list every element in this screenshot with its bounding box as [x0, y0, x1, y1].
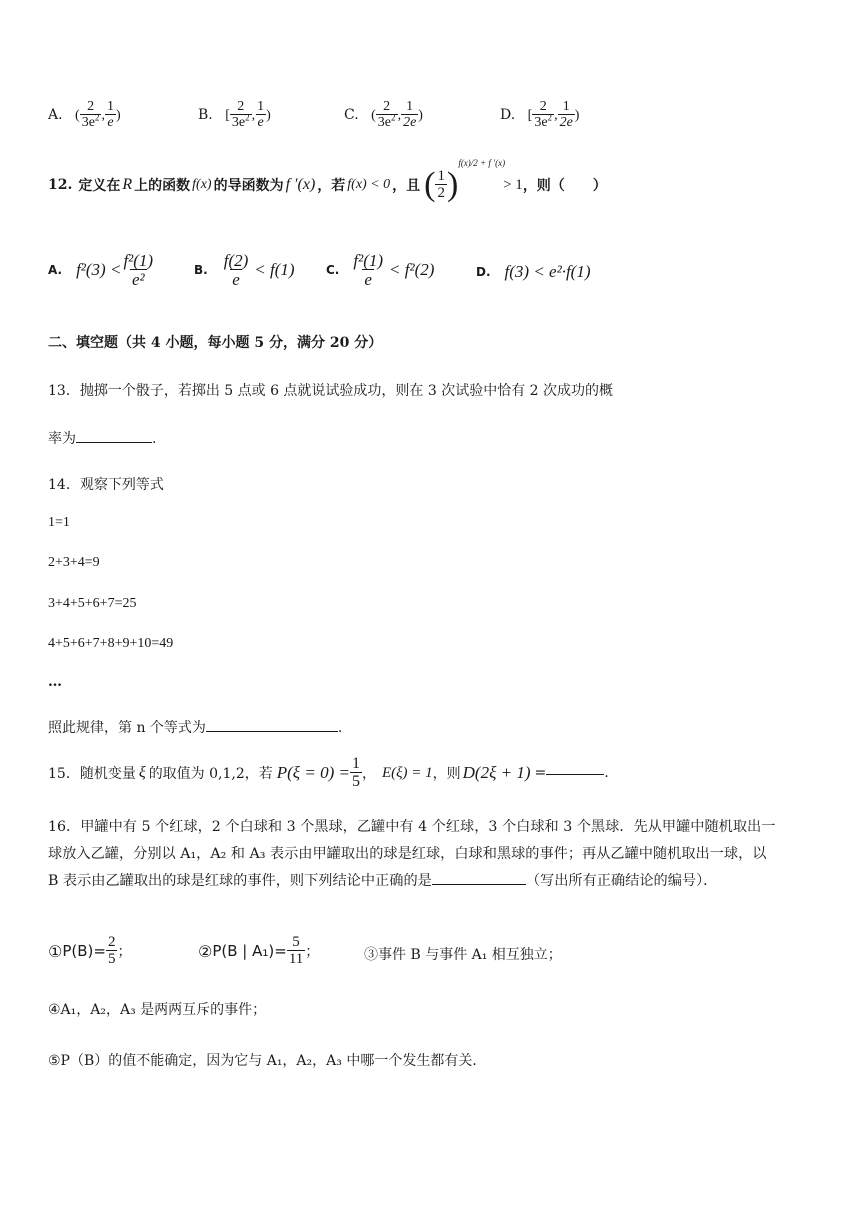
q14-eq1: 1=1 [48, 515, 70, 530]
q14-eq2: 2+3+4=9 [48, 555, 100, 570]
q12-option-c: C. $\frac{\text{f²(1)}}{e}$ < f²(2) [326, 251, 435, 289]
q12-option-a: A. f²(3) < $\frac{\text{f²(1)}}{\text{e²}}$ [48, 251, 154, 289]
q14-eq3: 3+4+5+6+7=25 [48, 596, 137, 611]
fraction: $\frac{1}{e}$ [106, 99, 114, 130]
option-label: B. [198, 107, 213, 123]
fraction: $\frac{\text{f²(1)}}{\text{e²}}$ [123, 251, 154, 289]
q13-line1: 13．抛掷一个骰子，若掷出 5 点或 6 点就说试验成功，则在 3 次试验中恰有 2 次成功的概 [48, 383, 614, 399]
q16-statement-5: ⑤P（B）的值不能确定，因为它与 A₁，A₂，A₃ 中哪一个发生都有关． [48, 1053, 487, 1069]
exponent: f(x)/2 + f ′(x) [458, 158, 506, 168]
answer-blank[interactable] [206, 729, 338, 732]
fraction: $\frac{1}{2e}$ [559, 99, 573, 130]
fraction: $\frac{2}{3e^2}$ [377, 99, 396, 130]
q13-line2: 率为 . [48, 431, 157, 447]
fraction: $\frac{1}{5}$ [351, 755, 360, 790]
q16-statement-4: ④A₁，A₂，A₃ 是两两互斥的事件； [48, 1002, 267, 1018]
answer-blank[interactable] [76, 440, 152, 443]
q16-statement-3: ③事件 B 与事件 A₁ 相互独立； [364, 947, 562, 963]
option-label: A. [48, 107, 63, 123]
q14-intro: 14．观察下列等式 [48, 477, 164, 493]
q16-statement-1: ① P(B)= $\frac{2}{5}$ ； [48, 934, 132, 967]
option-label: C. [344, 107, 359, 123]
q14-conclusion: 照此规律，第 n 个等式为 . [48, 720, 343, 736]
q11-option-b: B. [ $\frac{2}{3e^2}$ , $\frac{1}{e}$ ) [198, 99, 271, 130]
q15-line: 15．随机变量 ξ 的取值为 0,1,2，若 P(ξ = 0) = $\frac{1}{5}$ ， E(ξ) = 1 ，则 D(2ξ + 1) = . [48, 755, 609, 790]
q12-option-d: D. f(3) < e²·f(1) [476, 262, 591, 281]
fraction: $\frac{2}{3e^2}$ [231, 99, 250, 130]
fraction: $\frac{5}{11}$ [288, 934, 304, 967]
q16-line3: B 表示由乙罐取出的球是红球的事件，则下列结论中正确的是 （写出所有正确结论的编号）． [48, 873, 718, 889]
section-title: 二、填空题（共 4 小题，每小题 5 分，满分 20 分） [48, 335, 383, 351]
answer-blank[interactable] [546, 772, 604, 775]
q12-stem: 12. 定义在 R 上的函数 f(x) 的导函数为 f ′(x) ，若 f(x) < 0 ，且 ( $\frac{1}{2}$ ) f(x)/2 + f ′(x) > 1 ，则（ ） [48, 158, 607, 203]
q11-option-d: D. [ $\frac{2}{3e^2}$ , $\frac{1}{2e}$ ) [500, 99, 580, 130]
q14-eq4: 4+5+6+7+8+9+10=49 [48, 636, 174, 651]
fraction: $\frac{2}{3e^2}$ [534, 99, 553, 130]
fraction: $\frac{2}{3e^2}$ [81, 99, 100, 130]
fraction: $\frac{\text{f²(1)}}{e}$ [353, 251, 384, 289]
option-label: D. [500, 107, 516, 123]
fraction-one-half: $\frac{1}{2}$ [437, 168, 445, 201]
q16-line1: 16．甲罐中有 5 个红球，2 个白球和 3 个黑球，乙罐中有 4 个红球，3 个白球和 3 个黑球．先从甲罐中随机取出一 [48, 819, 776, 835]
answer-blank[interactable] [432, 882, 526, 885]
fraction: $\frac{f(2)}{e}$ [223, 251, 249, 289]
q16-line2: 球放入乙罐，分别以 A₁，A₂ 和 A₃ 表示由甲罐取出的球是红球，白球和黑球的事件；再从乙罐中随机取出一球，以 [48, 846, 767, 862]
q16-statement-2: ② P(B | A₁)= $\frac{5}{11}$ ； [198, 934, 320, 967]
fraction: $\frac{1}{2e}$ [403, 99, 417, 130]
fraction: $\frac{1}{e}$ [257, 99, 265, 130]
question-number: 12. [48, 177, 73, 193]
q12-option-b: B. $\frac{f(2)}{e}$ < f(1) [194, 251, 295, 289]
fraction: $\frac{2}{5}$ [107, 934, 116, 967]
q14-ellipsis: … [48, 674, 62, 690]
q11-option-a: A. ( $\frac{2}{3e^2}$ , $\frac{1}{e}$ ) [48, 99, 121, 130]
q11-option-c: C. ( $\frac{2}{3e^2}$ , $\frac{1}{2e}$ ) [344, 99, 423, 130]
